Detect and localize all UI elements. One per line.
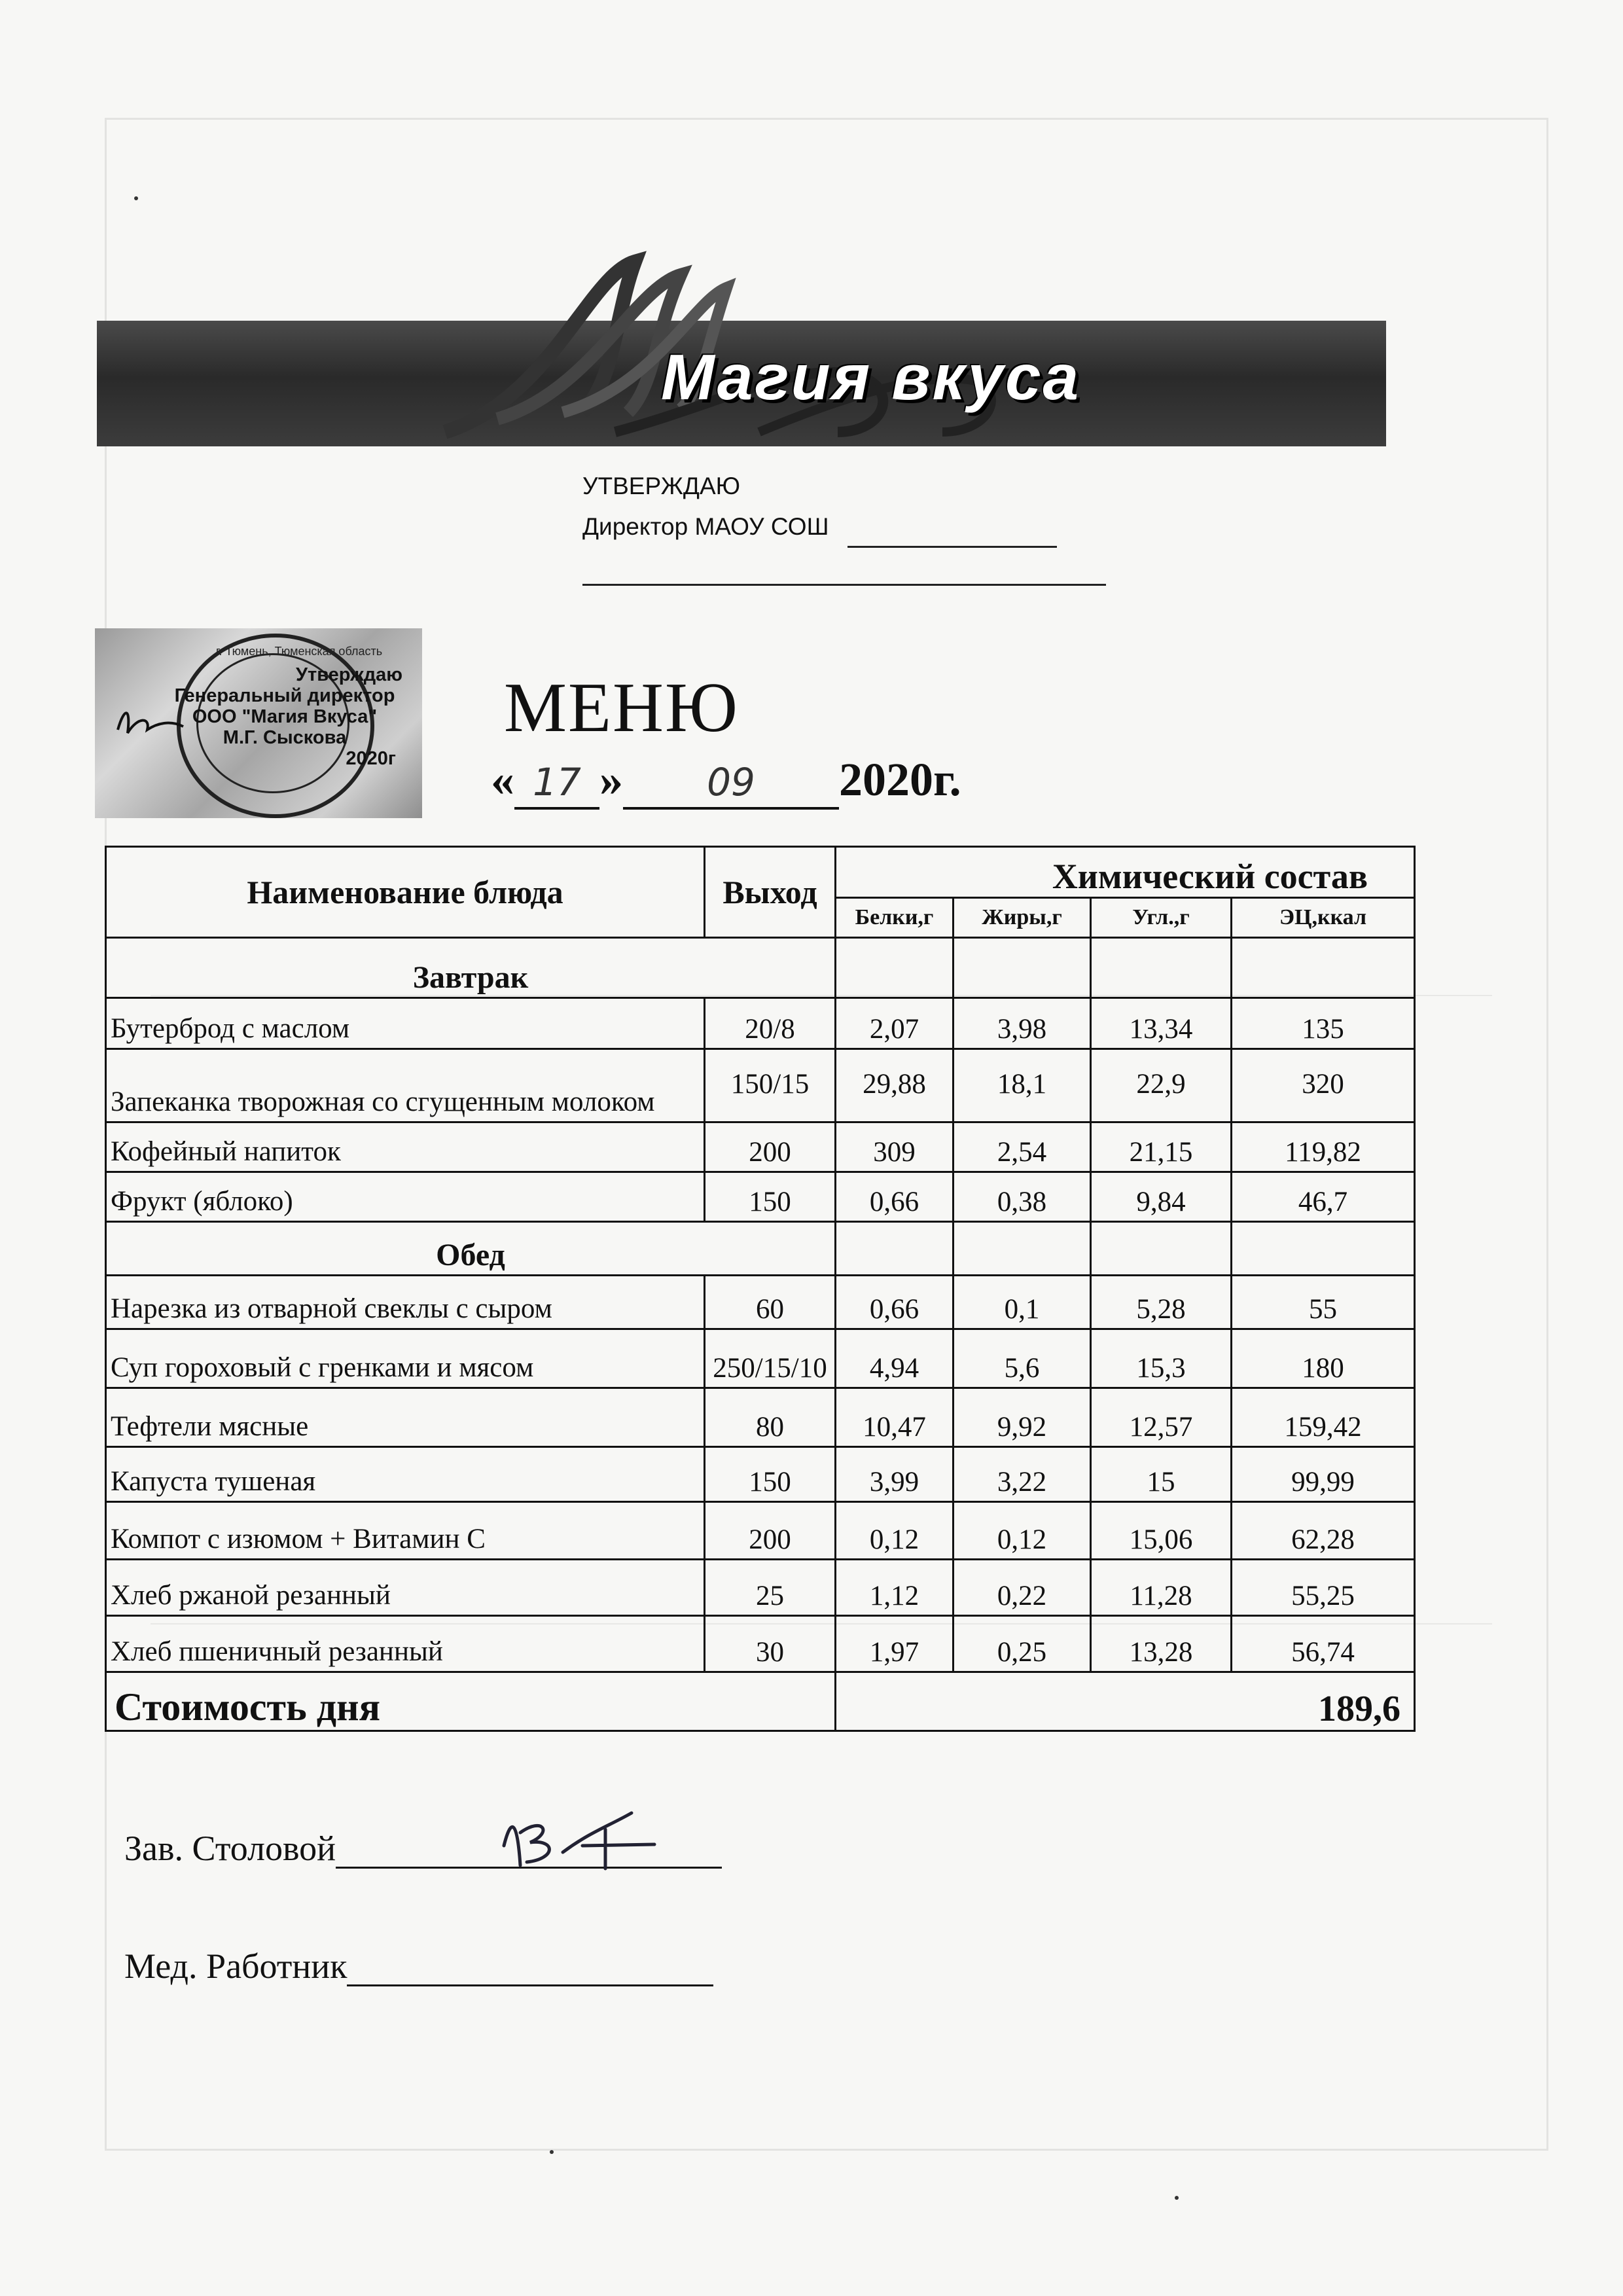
dish-proteins: 309: [836, 1122, 954, 1172]
dish-proteins: 1,97: [836, 1616, 954, 1672]
dish-energy: 56,74: [1232, 1616, 1415, 1672]
dish-energy: 320: [1232, 1049, 1415, 1122]
dish-output: 150: [705, 1172, 836, 1222]
table-row: [106, 1388, 1415, 1447]
approval-director-line: Директор МАОУ СОШ: [582, 513, 829, 540]
dish-fats: 9,92: [954, 1388, 1091, 1447]
handwritten-signature-icon: [491, 1806, 661, 1878]
logo-text: Магия вкуса: [661, 341, 1081, 413]
date-month-blank: [623, 753, 839, 810]
canteen-head-label: Зав. Столовой: [124, 1829, 336, 1868]
stamp-line: М.Г. Сыскова: [223, 727, 347, 748]
dish-name: Бутерброд с маслом: [106, 998, 705, 1049]
header-fats: Жиры,г: [954, 898, 1091, 938]
dish-name: Компот с изюмом + Витамин С: [106, 1502, 705, 1560]
scan-speck: [134, 196, 138, 200]
dish-carbs: 21,15: [1091, 1122, 1232, 1172]
dish-carbs: 15,3: [1091, 1329, 1232, 1388]
dish-output: 200: [705, 1122, 836, 1172]
total-value: 189,6: [836, 1672, 1415, 1731]
dish-carbs: 15,06: [1091, 1502, 1232, 1560]
section-breakfast: Завтрак: [106, 938, 836, 998]
dish-fats: 0,12: [954, 1502, 1091, 1560]
dish-name: Суп гороховый с гренками и мясом: [106, 1329, 705, 1388]
dish-carbs: 5,28: [1091, 1276, 1232, 1329]
date-open-quote: «: [491, 753, 514, 806]
dish-output: 25: [705, 1560, 836, 1616]
dish-energy: 55,25: [1232, 1560, 1415, 1616]
date-day-blank: [514, 753, 599, 810]
dish-output: 60: [705, 1276, 836, 1329]
header-chemistry: Химический состав: [836, 847, 1415, 898]
dish-proteins: 0,12: [836, 1502, 954, 1560]
dish-output: 200: [705, 1502, 836, 1560]
dish-name: Хлеб пшеничный резанный: [106, 1616, 705, 1672]
dish-name: Хлеб ржаной резанный: [106, 1560, 705, 1616]
stamp-signature-icon: [111, 704, 190, 743]
menu-table: [105, 846, 1414, 1772]
dish-output: 30: [705, 1616, 836, 1672]
table-row: [106, 1276, 1415, 1329]
empty-cell: [1232, 938, 1415, 998]
dish-carbs: 12,57: [1091, 1388, 1232, 1447]
dish-energy: 119,82: [1232, 1122, 1415, 1172]
dish-proteins: 29,88: [836, 1049, 954, 1122]
dish-carbs: 22,9: [1091, 1049, 1232, 1122]
scan-speck: [1175, 2196, 1179, 2200]
dish-name: Капуста тушеная: [106, 1447, 705, 1502]
dish-output: 20/8: [705, 998, 836, 1049]
seal-ring-text: г. Тюмень, Тюменская область: [216, 645, 383, 658]
dish-energy: 99,99: [1232, 1447, 1415, 1502]
dish-proteins: 4,94: [836, 1329, 954, 1388]
dish-energy: 159,42: [1232, 1388, 1415, 1447]
dish-energy: 62,28: [1232, 1502, 1415, 1560]
dish-energy: 55: [1232, 1276, 1415, 1329]
dish-carbs: 11,28: [1091, 1560, 1232, 1616]
dish-energy: 46,7: [1232, 1172, 1415, 1222]
empty-cell: [954, 1222, 1091, 1276]
table-row: [106, 1329, 1415, 1388]
menu-date: [491, 753, 961, 810]
stamp-line: Утверждаю: [295, 664, 402, 685]
empty-cell: [1091, 1222, 1232, 1276]
medic-signature-line: [124, 1944, 713, 1986]
empty-cell: [1091, 938, 1232, 998]
dish-carbs: 13,28: [1091, 1616, 1232, 1672]
scan-speck: [550, 2150, 554, 2154]
total-label: Стоимость дня: [106, 1672, 836, 1731]
table-row: [106, 1049, 1415, 1122]
medic-label: Мед. Работник: [124, 1946, 348, 1986]
dish-name: Тефтели мясные: [106, 1388, 705, 1447]
header-output: Выход: [705, 847, 836, 938]
dish-energy: 180: [1232, 1329, 1415, 1388]
dish-fats: 0,22: [954, 1560, 1091, 1616]
date-month: 09: [707, 760, 755, 804]
header-row: [106, 847, 1415, 898]
empty-cell: [1232, 1222, 1415, 1276]
dish-fats: 3,22: [954, 1447, 1091, 1502]
dish-energy: 135: [1232, 998, 1415, 1049]
dish-fats: 2,54: [954, 1122, 1091, 1172]
date-close-quote: »: [599, 753, 623, 806]
table-row: [106, 1616, 1415, 1672]
dish-proteins: 3,99: [836, 1447, 954, 1502]
section-row: [106, 1222, 1415, 1276]
section-lunch: Обед: [106, 1222, 836, 1276]
approval-signature-line: [847, 546, 1057, 548]
header-proteins: Белки,г: [836, 898, 954, 938]
dish-output: 250/15/10: [705, 1329, 836, 1388]
medic-blank: [347, 1944, 713, 1986]
menu-title: МЕНЮ: [504, 669, 739, 747]
section-row: [106, 938, 1415, 998]
table-row: [106, 1560, 1415, 1616]
dish-fats: 18,1: [954, 1049, 1091, 1122]
dish-name: Запеканка творожная со сгущенным молоком: [106, 1049, 705, 1122]
dish-fats: 5,6: [954, 1329, 1091, 1388]
date-day: 17: [533, 760, 581, 804]
empty-cell: [836, 938, 954, 998]
dish-name: Фрукт (яблоко): [106, 1172, 705, 1222]
stamp-line: 2020г: [346, 748, 396, 769]
approval-name-line: [582, 584, 1106, 586]
dish-proteins: 2,07: [836, 998, 954, 1049]
header-name: Наименование блюда: [106, 847, 705, 938]
dish-fats: 0,38: [954, 1172, 1091, 1222]
table-row: [106, 998, 1415, 1049]
date-year: 2020г.: [839, 753, 961, 806]
dish-fats: 3,98: [954, 998, 1091, 1049]
empty-cell: [954, 938, 1091, 998]
table-row: [106, 1502, 1415, 1560]
table-row: [106, 1447, 1415, 1502]
dish-carbs: 13,34: [1091, 998, 1232, 1049]
dish-name: Кофейный напиток: [106, 1122, 705, 1172]
dish-output: 150: [705, 1447, 836, 1502]
dish-output: 150/15: [705, 1049, 836, 1122]
empty-cell: [836, 1222, 954, 1276]
dish-fats: 0,25: [954, 1616, 1091, 1672]
total-row: [106, 1672, 1415, 1731]
table-row: [106, 1122, 1415, 1172]
dish-carbs: 15: [1091, 1447, 1232, 1502]
dish-carbs: 9,84: [1091, 1172, 1232, 1222]
header-carbs: Угл.,г: [1091, 898, 1232, 938]
dish-fats: 0,1: [954, 1276, 1091, 1329]
dish-output: 80: [705, 1388, 836, 1447]
stamp-text: [154, 664, 416, 769]
dish-proteins: 1,12: [836, 1560, 954, 1616]
stamp-line: Генеральный директор: [174, 685, 395, 706]
nutrition-table: [105, 846, 1416, 1732]
dish-proteins: 0,66: [836, 1276, 954, 1329]
header-energy: ЭЦ,ккал: [1232, 898, 1415, 938]
stamp-line: ООО "Магия Вкуса": [192, 706, 378, 727]
dish-proteins: 0,66: [836, 1172, 954, 1222]
dish-name: Нарезка из отварной свеклы с сыром: [106, 1276, 705, 1329]
table-row: [106, 1172, 1415, 1222]
approval-title: УТВЕРЖДАЮ: [582, 473, 741, 499]
dish-proteins: 10,47: [836, 1388, 954, 1447]
